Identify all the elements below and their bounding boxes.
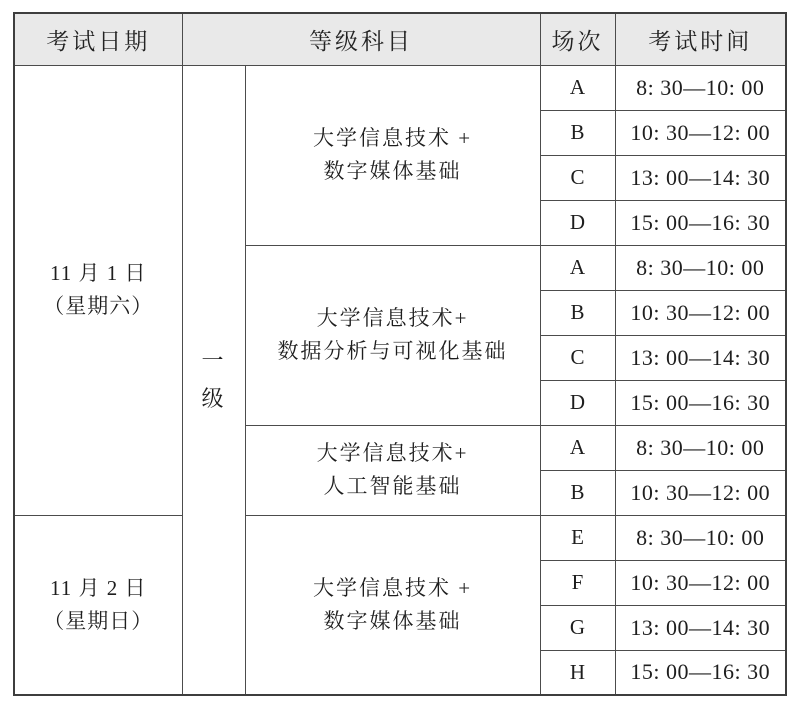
subject-line: 大学信息技术+ — [316, 306, 469, 331]
level-cell — [182, 65, 245, 695]
session-cell: C — [540, 335, 615, 380]
subject-line: 人工智能基础 — [323, 474, 462, 498]
subject-cell-digital-media-1 — [245, 65, 540, 245]
time-cell: 8: 30—10: 00 — [615, 425, 786, 470]
time-cell: 8: 30—10: 00 — [615, 515, 786, 560]
time-cell: 13: 00—14: 30 — [615, 605, 786, 650]
date-line: （星期六） — [43, 294, 154, 318]
time-cell: 10: 30—12: 00 — [615, 290, 786, 335]
date-line: 11 月 1 日 — [50, 261, 147, 286]
session-cell: G — [540, 605, 615, 650]
time-cell: 13: 00—14: 30 — [615, 155, 786, 200]
session-cell: F — [540, 560, 615, 605]
time-cell: 10: 30—12: 00 — [615, 470, 786, 515]
session-cell: D — [540, 380, 615, 425]
time-cell: 15: 00—16: 30 — [615, 380, 786, 425]
subject-line: 数据分析与可视化基础 — [277, 339, 508, 363]
date-line: 11 月 2 日 — [50, 576, 147, 601]
level-char: 级 — [201, 385, 226, 411]
session-cell: A — [540, 245, 615, 290]
date-cell-nov1 — [14, 65, 182, 515]
subject-cell-data-analysis — [245, 245, 540, 425]
level-char: 一 — [201, 348, 226, 374]
time-cell: 10: 30—12: 00 — [615, 110, 786, 155]
subject-line: 大学信息技术 + — [312, 126, 473, 151]
subject-cell-ai — [245, 425, 540, 515]
header-exam-time: 考试时间 — [615, 13, 786, 65]
session-cell: D — [540, 200, 615, 245]
time-cell: 8: 30—10: 00 — [615, 245, 786, 290]
session-cell: B — [540, 470, 615, 515]
header-level-subject: 等级科目 — [182, 13, 540, 65]
session-cell: E — [540, 515, 615, 560]
time-cell: 15: 00—16: 30 — [615, 200, 786, 245]
session-cell: H — [540, 650, 615, 695]
time-cell: 10: 30—12: 00 — [615, 560, 786, 605]
session-cell: A — [540, 65, 615, 110]
subject-line: 大学信息技术+ — [316, 441, 469, 466]
header-session: 场次 — [540, 13, 615, 65]
time-cell: 8: 30—10: 00 — [615, 65, 786, 110]
header-row — [14, 13, 786, 65]
subject-line: 数字媒体基础 — [323, 159, 462, 183]
session-cell: B — [540, 110, 615, 155]
session-cell: A — [540, 425, 615, 470]
table-row — [14, 515, 786, 560]
subject-line: 大学信息技术 + — [312, 576, 473, 601]
exam-schedule-table — [13, 12, 787, 696]
session-cell: C — [540, 155, 615, 200]
subject-line: 数字媒体基础 — [323, 608, 462, 633]
session-cell: B — [540, 290, 615, 335]
date-line: （星期日） — [43, 608, 154, 633]
header-exam-date: 考试日期 — [14, 13, 182, 65]
time-cell: 15: 00—16: 30 — [615, 650, 786, 695]
subject-cell-digital-media-2 — [245, 515, 540, 695]
date-cell-nov2 — [14, 515, 182, 695]
time-cell: 13: 00—14: 30 — [615, 335, 786, 380]
table-row — [14, 65, 786, 110]
